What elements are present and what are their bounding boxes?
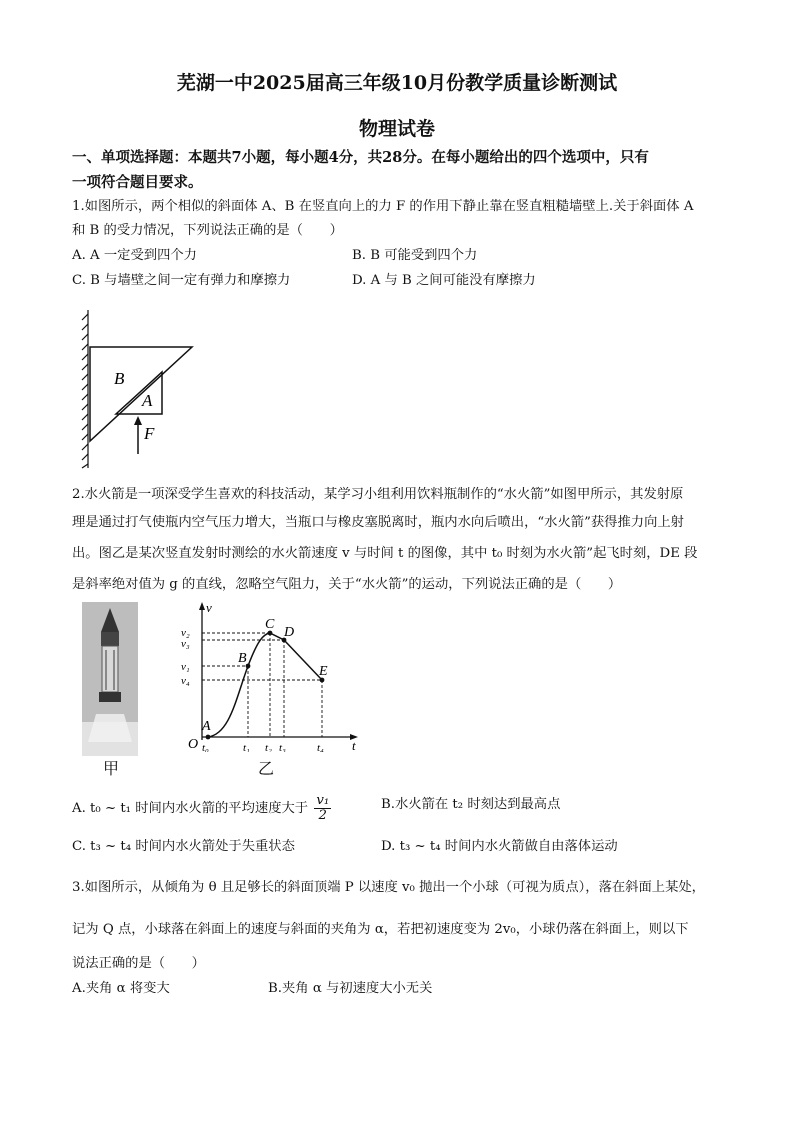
q2-stem-line4: 是斜率绝对值为 g 的直线，忽略空气阻力，关于“水火箭”的运动，下列说法正确的是（ ） — [72, 577, 622, 592]
section-heading-line2: 一项符合题目要求。 — [72, 174, 203, 191]
q3-option-b: B.夹角 α 与初速度大小无关 — [268, 981, 433, 996]
vt-graph — [178, 600, 364, 752]
q1-stem-line1: 1.如图所示，两个相似的斜面体 A、B 在竖直向上的力 F 的作用下静止靠在竖直粗糙墙壁上.关于斜面体 A — [72, 199, 694, 214]
origin-label: O — [188, 737, 199, 752]
velocity-curve — [208, 633, 322, 737]
fraction-numerator: v₁ — [316, 793, 330, 808]
caption-jia: 甲 — [103, 759, 120, 778]
label-a: A — [142, 391, 153, 410]
fraction-denominator: 2 — [318, 808, 327, 823]
label-f: F — [144, 424, 155, 443]
water-rocket-photo — [82, 602, 138, 756]
q2-option-a — [72, 794, 331, 823]
t-tick-t1: t₁ — [243, 742, 250, 752]
v-tick-v1: v₁ — [181, 661, 190, 673]
q1-option-d: D. A 与 B 之间可能没有摩擦力 — [352, 273, 536, 288]
q1-option-b: B. B 可能受到四个力 — [352, 248, 478, 263]
q2-option-a-text: A. t₀ ~ t₁ 时间内水火箭的平均速度大于 — [72, 801, 309, 816]
q3-stem-line3: 说法正确的是（ ） — [72, 956, 205, 971]
point-a-label: A — [202, 719, 211, 734]
q2-option-d: D. t₃ ~ t₄ 时间内水火箭做自由落体运动 — [381, 839, 618, 854]
wall-hatch — [82, 310, 88, 468]
point-d-label: D — [284, 625, 295, 640]
q2-stem-line2: 理是通过打气使瓶内空气压力增大，当瓶口与橡皮塞脱离时，瓶内水向后喷出，“水火箭”获得推力向上射 — [72, 515, 684, 530]
point-a-dot — [206, 735, 211, 740]
q2-option-a-fraction — [314, 794, 331, 823]
q2-stem-line3: 出。图乙是某次竖直发射时测绘的水火箭速度 v 与时间 t 的图像，其中 t₀ 时刻为水火箭”起飞时刻，DE 段 — [72, 546, 698, 561]
q3-stem-line1: 3.如图所示，从倾角为 θ 且足够长的斜面顶端 P 以速度 v₀ 抛出一个小球（可视为质点），落在斜面上某处， — [72, 880, 705, 895]
v-tick-v2: v₂ — [181, 627, 190, 639]
point-b-label: B — [238, 651, 247, 666]
q1-option-c: C. B 与墙壁之间一定有弹力和摩擦力 — [72, 273, 291, 288]
section-heading-line1: 一、单项选择题：本题共7小题，每小题4分，共28分。在每小题给出的四个选项中，只有 — [72, 149, 649, 166]
q1-option-a: A. A 一定受到四个力 — [72, 248, 197, 263]
axis-v-label: v — [206, 600, 212, 615]
q2-stem-line1: 2.水火箭是一项深受学生喜欢的科技活动，某学习小组利用饮料瓶制作的“水火箭”如图甲所示，其发射原 — [72, 487, 684, 502]
page-subtitle: 物理试卷 — [358, 118, 435, 140]
q2-option-b: B.水火箭在 t₂ 时刻达到最高点 — [381, 797, 561, 812]
q2-option-c: C. t₃ ~ t₄ 时间内水火箭处于失重状态 — [72, 839, 295, 854]
t-tick-t3: t₃ — [279, 742, 286, 752]
q1-figure — [80, 308, 210, 470]
label-b: B — [114, 369, 125, 388]
v-tick-v4: v₄ — [181, 675, 190, 687]
q1-stem-line2: 和 B 的受力情况，下列说法正确的是（ ） — [72, 223, 343, 238]
t-tick-t4: t₄ — [317, 742, 324, 752]
q3-option-a: A.夹角 α 将变大 — [72, 981, 170, 996]
arrow-head-icon — [134, 416, 142, 425]
q3-stem-line2: 记为 Q 点，小球落在斜面上的速度与斜面的夹角为 α，若把初速度变为 2v₀，小球仍落在斜面上，则以下 — [72, 922, 689, 937]
point-c-label: C — [265, 617, 275, 632]
axis-t-label: t — [352, 738, 356, 752]
caption-yi: 乙 — [258, 759, 275, 778]
point-e-label: E — [319, 664, 328, 679]
t-tick-t0: t₀ — [202, 742, 209, 752]
t-tick-t2: t₂ — [265, 742, 272, 752]
guide-lines — [202, 633, 322, 737]
v-axis-arrow-icon — [199, 602, 205, 610]
wedge-b — [90, 347, 192, 441]
v-tick-v3: v₃ — [181, 638, 190, 650]
page-title: 芜湖一中2025届高三年级10月份教学质量诊断测试 — [176, 72, 618, 94]
